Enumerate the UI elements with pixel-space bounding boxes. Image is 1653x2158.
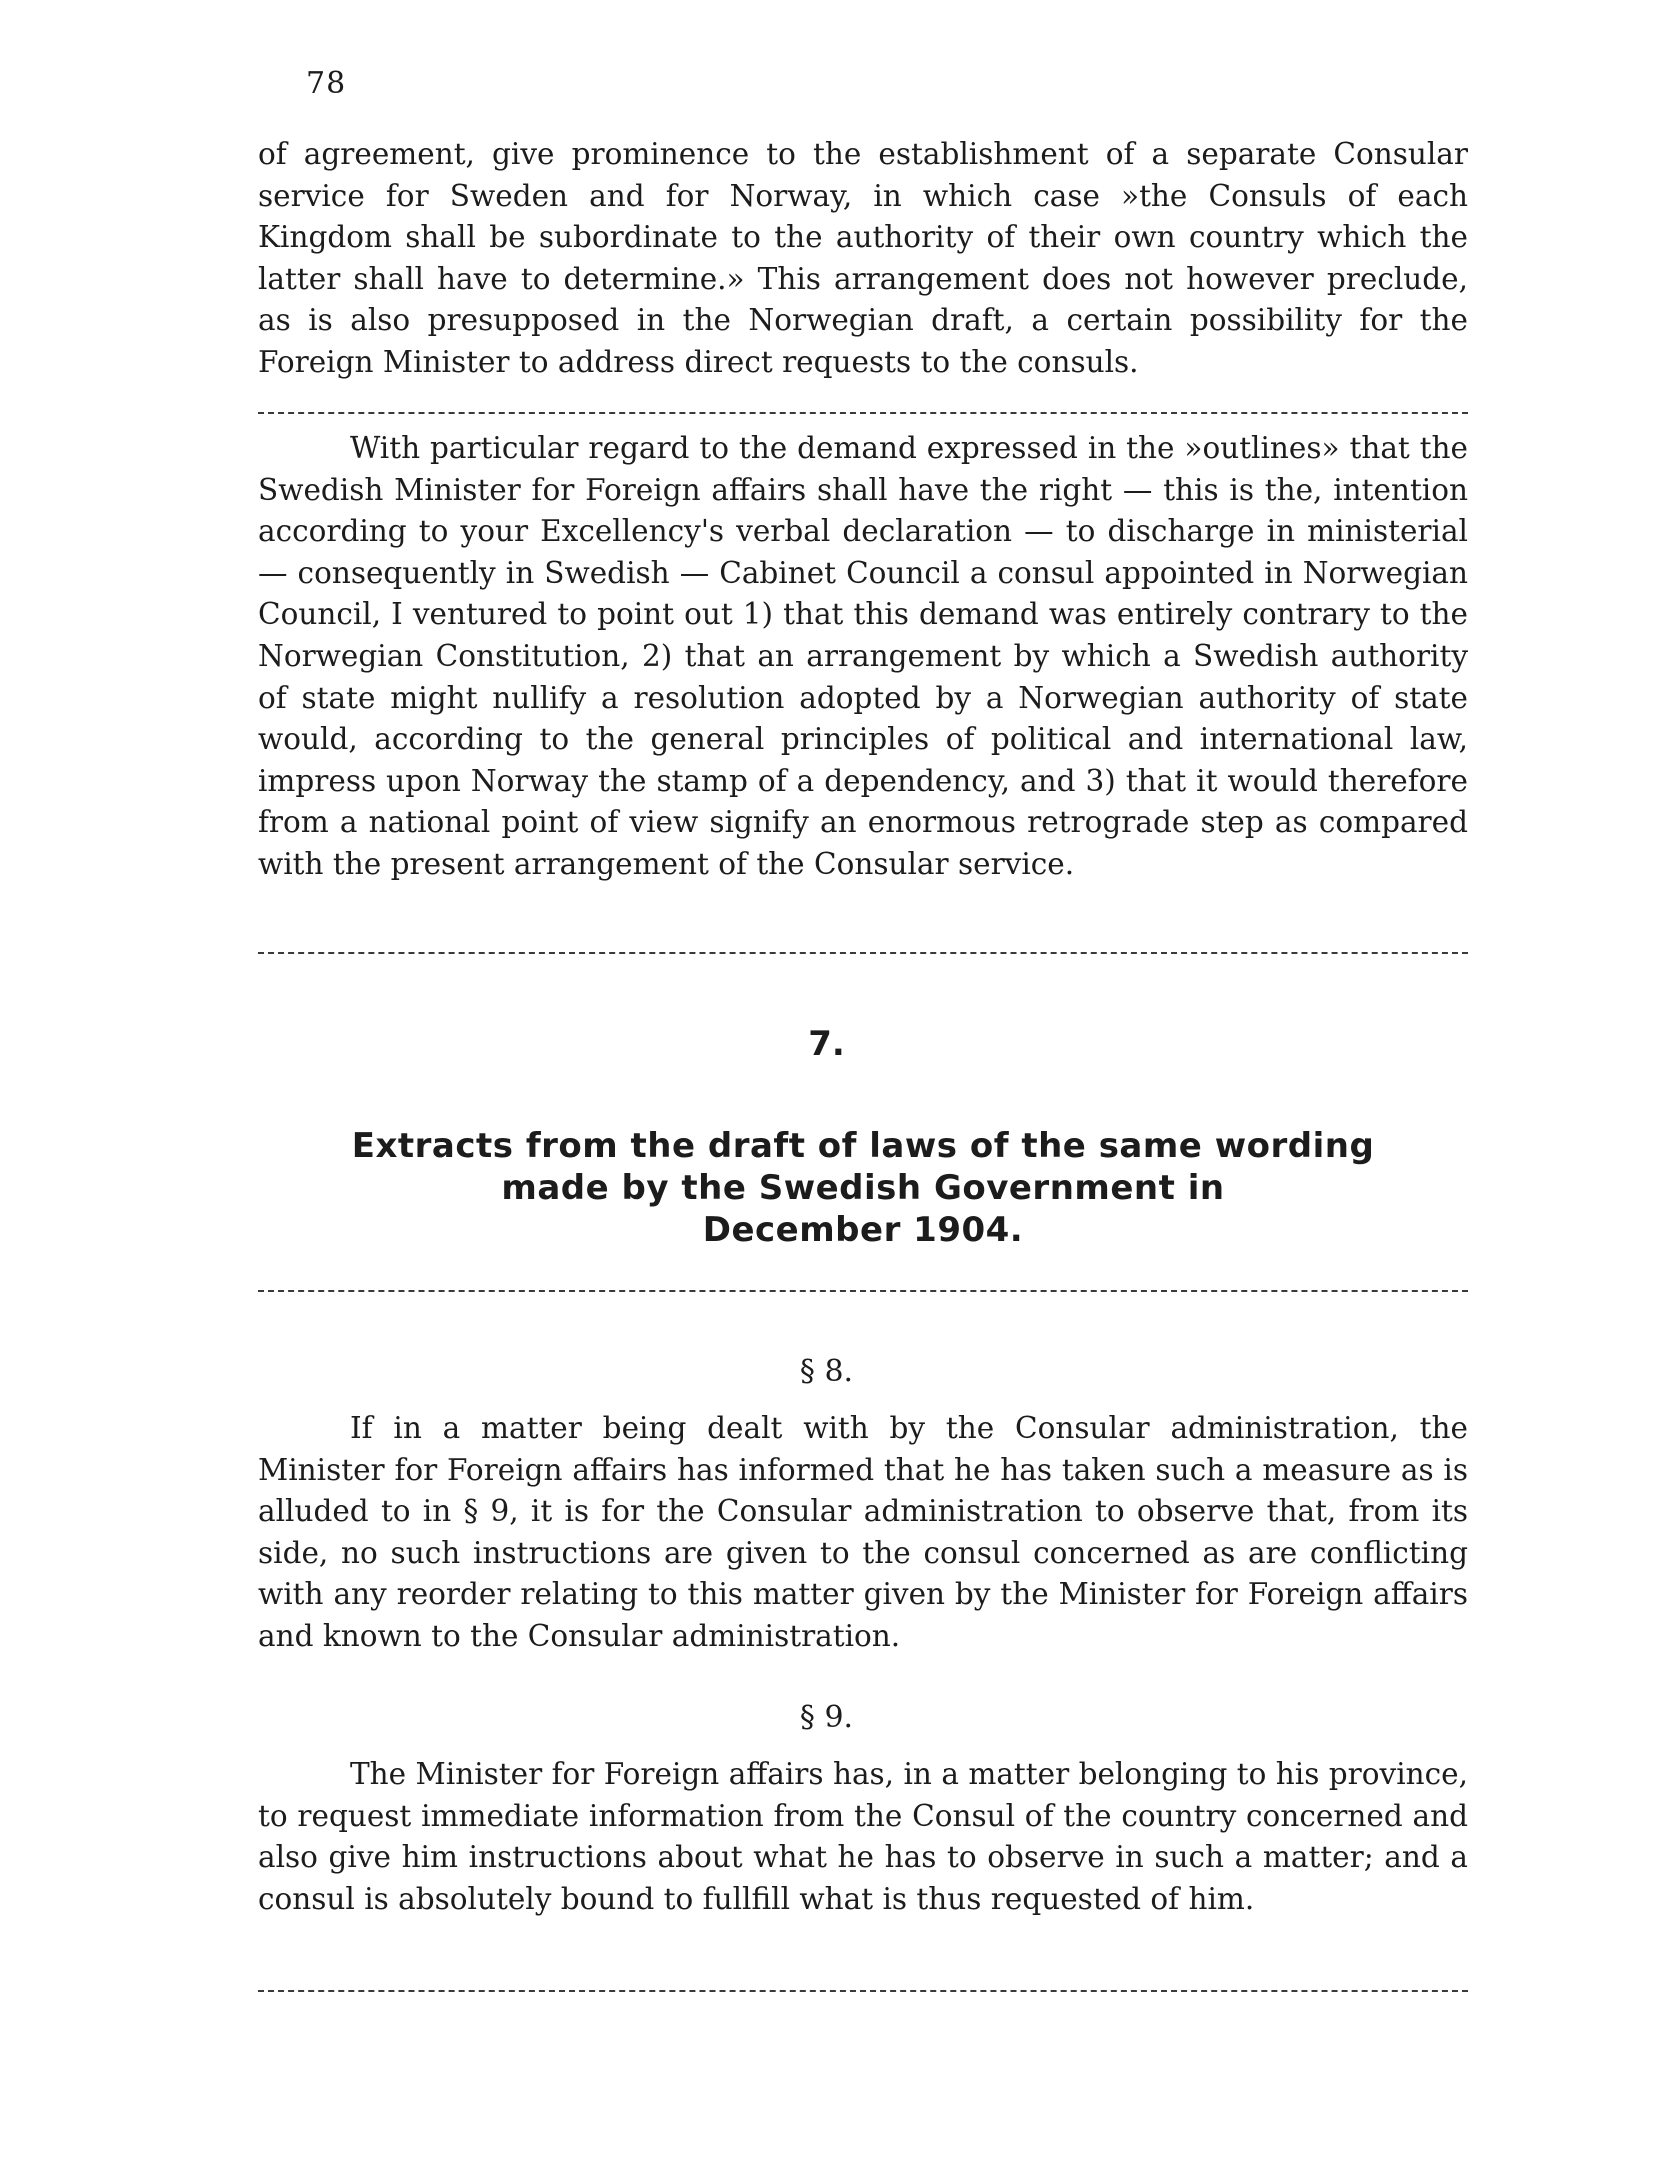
paragraph-9-block — [258, 1754, 1468, 1920]
paragraph-9-text: The Minister for Foreign affairs has, in a matter belonging to his province, to request immediate information from the Consul of the country concerned and also give him instructions about what he has to observe in such a matter; and a consul is absolutely bound to fullfill what is thus requested of him. — [258, 1757, 1468, 1916]
second-paragraph-block — [258, 428, 1468, 886]
paragraph-9-mark: § 9. — [799, 1700, 854, 1735]
paragraph-8-mark: § 8. — [799, 1354, 854, 1389]
dashed-separator — [258, 412, 1468, 414]
intro-paragraph: of agreement, give prominence to the establishment of a separate Consular service for Sweden and for Norway, in which case »the Consuls of each Kingdom shall be subordinate to the authority of their own country which the latter shall have to determine.» This arrangement does not however preclude, as is also presupposed in the Norwegian draft, a certain possibility for the Foreign Minister to address direct requests to the consuls. — [258, 137, 1468, 379]
dashed-separator — [258, 1290, 1468, 1292]
paragraph-8-text: If in a matter being dealt with by the Consular administration, the Minister for Foreign affairs has informed that he has taken such a measure as is alluded to in § 9, it is for the Consular administration to observe that, from its side, no such instructions are given to the consul concerned as are conflicting with any reorder relating to this matter given by the Minister for Foreign affairs and known to the Consular administration. — [258, 1411, 1468, 1653]
section-title-line: made by the Swedish Government in — [501, 1168, 1225, 1208]
dashed-separator — [258, 1990, 1468, 1992]
page-number: 78 — [306, 66, 347, 101]
paragraph-8-block — [258, 1408, 1468, 1658]
second-paragraph: With particular regard to the demand expressed in the »outlines» that the Swedish Minister for Foreign affairs shall have the right — this is the, intention according to your Excellency's verbal declaration — to discharge in ministerial — consequently in Swedish — Cabinet Council a consul appointed in Norwegian Council, I ventured to point out 1) that this demand was entirely contrary to the Norwegian Constitution, 2) that an arrangement by which a Swedish authority of state might nullify a resolution adopted by a Norwegian authority of state would, according to the general principles of political and international law, impress upon Norway the stamp of a dependency, and 3) that it would therefore from a national point of view signify an enormous retrograde step as compared with the present arrangement of the Consular service. — [258, 431, 1468, 881]
dashed-separator — [258, 952, 1468, 954]
section-title — [258, 1125, 1468, 1251]
intro-paragraph-block — [258, 134, 1468, 384]
section-title-line: Extracts from the draft of laws of the same wording — [351, 1126, 1375, 1166]
section-number: 7. — [808, 1024, 845, 1064]
section-title-line: December 1904. — [702, 1210, 1024, 1250]
